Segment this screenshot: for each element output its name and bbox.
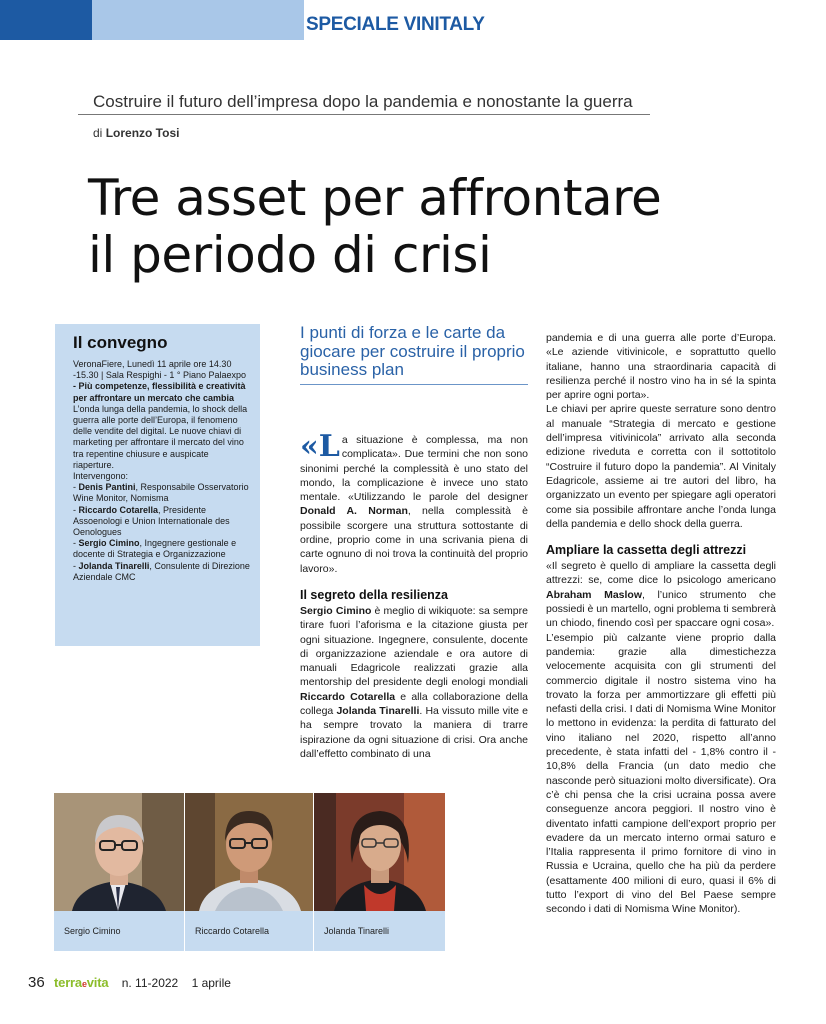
person-name: Abraham Maslow bbox=[546, 588, 642, 601]
sidebar-speaker: - Riccardo Cotarella, Presidente Assoenologi e Union Internationale des Oenologues bbox=[73, 504, 230, 538]
paragraph bbox=[300, 604, 528, 761]
paragraph: Le chiavi per aprire queste serrature sono dentro al manuale “Strategia di mercato e gestione dell’impresa vitivinicola” arrivato alla seconda edizione riveduta e corretta con il sottotitolo “Costruire il futuro dopo la pandemia”. Al Vinitaly Edagricole, assieme ai tre autori del libro, ha organizzato un evento per spiegare agli operatori come sia possibile affrontare anche l’onda lunga della pandemia e dello shock della guerra. bbox=[546, 403, 776, 530]
person-name: Jolanda Tinarelli bbox=[336, 705, 420, 718]
speaker-role: , Responsabile Osservatorio Wine Monitor, Nomisma bbox=[73, 482, 249, 504]
byline-prefix: di bbox=[93, 126, 103, 140]
speaker-name: Denis Pantini bbox=[78, 482, 136, 493]
page-number: 36 bbox=[28, 974, 45, 991]
event-sidebar bbox=[55, 324, 260, 646]
sidebar-speaker: - Denis Pantini, Responsabile Osservatorio Wine Monitor, Nomisma bbox=[73, 482, 249, 504]
person-name: Riccardo Cotarella bbox=[300, 690, 396, 703]
byline bbox=[93, 126, 179, 140]
paragraph: pandemia e di una guerra alle porte d’Europa. «Le aziende vitivinicole, e soprattutto quello italiane, hanno una straordinaria capacità di resilienza perché il nostro vino ha in sé la spinta per aprire ogni porta». bbox=[546, 332, 776, 402]
subtitle-rule bbox=[300, 384, 528, 385]
text: «Il segreto è quello di ampliare la cassetta degli attrezzi: se, come dice lo psicologo americano bbox=[546, 560, 776, 587]
section-heading: Il segreto della resilienza bbox=[300, 587, 448, 602]
portrait-sergio-cimino bbox=[54, 793, 184, 911]
text: . Ha vissuto mille vite e ha sempre trovato la maniera di trarre ispirazione da ogni situazione di crisi. Ora anche dall’effetto combinato di una bbox=[300, 705, 528, 760]
speaker-role: , Presidente Assoenologi e Union Internationale des Oenologues bbox=[73, 504, 230, 538]
logo-part: vita bbox=[86, 975, 109, 990]
speaker-role: , Consulente di Direzione Aziendale CMC bbox=[73, 560, 250, 582]
byline-author: Lorenzo Tosi bbox=[105, 126, 180, 140]
sidebar-speakers-label: Intervengono: bbox=[73, 471, 129, 482]
sidebar-body bbox=[73, 359, 252, 583]
subtitle: I punti di forza e le carte da giocare per costruire il proprio business plan bbox=[300, 323, 525, 379]
logo-part: terra bbox=[54, 975, 82, 990]
speaker-name: Riccardo Cotarella bbox=[78, 504, 159, 515]
kicker: Costruire il futuro dell’impresa dopo la pandemia e nonostante la guerra bbox=[93, 92, 633, 111]
photo-caption: Riccardo Cotarella bbox=[185, 911, 313, 951]
portrait-illustration bbox=[54, 793, 184, 911]
portrait-illustration bbox=[314, 793, 445, 911]
logo-part: e bbox=[81, 979, 87, 989]
speaker-name: Jolanda Tinarelli bbox=[78, 560, 150, 571]
magazine-logo bbox=[54, 975, 108, 990]
drop-cap: «L bbox=[300, 429, 340, 464]
paragraph bbox=[300, 429, 528, 576]
portrait-illustration bbox=[185, 793, 313, 911]
paragraph: L’esempio più calzante viene proprio dalla pandemia: grazie alla dimestichezza velocemente acquisita con gli strumenti del commercio digitale il nostro sistema vino ha trovato la forza per ammortizzare gli effetti più nefasti della crisi. I dati di Nomisma Wine Monitor lo mettono in evidenza: la perdita di fatturato del vino italiano nel 2020, rispetto all’anno precedente, è stata infatti del - 1,8% contro il - 10,8% della Francia (un dato medio che nasconde però situazioni molto diversificate). Ora c’è chi pensa che la crisi ucraina possa avere conseguenze ancora peggiori. Il nostro vino è diventato infatti campione dell’export proprio per evadere da un mercato interno ormai saturo e l’Italia rappresenta il primo fornitore di vino in Russia e Ucraina, quello che ha più da perdere (esattamente 400 milioni di euro, quasi il 6% di tutto l’export di vino del Bel Paese sempre secondo i dati di Nomisma Wine Monitor). bbox=[546, 631, 776, 916]
section-label: SPECIALE VINITALY bbox=[306, 14, 485, 35]
article-column-2 bbox=[546, 331, 776, 917]
issue-number: n. 11-2022 bbox=[121, 976, 179, 990]
text: è meglio di wikiquote: sa sempre tirare fuori l’aforisma e la citazione giusta per ogni situazione. Ingegnere, consulente, docente di organizzazione aziendale e ora autore di manuali Edagricole realizzati grazie alla mentorship del presidente degli enologi mondiali bbox=[300, 604, 528, 689]
person-name: Donald A. Norman bbox=[300, 505, 408, 518]
headline-line-2: il periodo di crisi bbox=[88, 226, 492, 284]
portrait-jolanda-tinarelli bbox=[314, 793, 445, 911]
speaker-role: , Ingegnere gestionale e docente di Strategia e Organizzazione bbox=[73, 538, 237, 560]
issue-date: 1 aprile bbox=[191, 976, 231, 990]
photo-caption: Sergio Cimino bbox=[54, 911, 184, 951]
text: , nella complessità è possibile scorgere una struttura sottostante di ordine, proprio come in una scrivania piena di carte ognuno di noi trova la continuità del proprio lavoro». bbox=[300, 505, 528, 575]
text: , l’unico strumento che possiedi è un martello, ogni problema ti sembrerà un chiodo, finendo così per spaccare ogni cosa». bbox=[546, 588, 776, 630]
portrait-riccardo-cotarella bbox=[185, 793, 313, 911]
article-column-1 bbox=[300, 429, 528, 761]
headline bbox=[88, 170, 778, 284]
kicker-rule bbox=[78, 114, 650, 115]
person-name: Sergio Cimino bbox=[300, 604, 372, 617]
sidebar-topic bbox=[73, 381, 252, 403]
sidebar-speaker: - Sergio Cimino, Ingegnere gestionale e docente di Strategia e Organizzazione bbox=[73, 538, 237, 560]
sidebar-title: Il convegno bbox=[73, 333, 168, 352]
text: a situazione è complessa, ma non complicata». Due termini che non sono sinonimi perché la complessità è uno stato del mondo, la complicazione è invece uno stato mentale. «Utilizzando le parole del designer bbox=[300, 434, 528, 504]
header-band-light bbox=[92, 0, 304, 40]
photo-caption: Jolanda Tinarelli bbox=[314, 911, 445, 951]
speaker-name: Sergio Cimino bbox=[78, 538, 140, 549]
header-band-dark bbox=[0, 0, 92, 40]
headline-line-1: Tre asset per affrontare bbox=[88, 169, 662, 227]
sidebar-speaker: - Jolanda Tinarelli, Consulente di Direzione Aziendale CMC bbox=[73, 560, 250, 582]
text: e alla collaborazione della collega bbox=[300, 690, 528, 718]
section-heading: Ampliare la cassetta degli attrezzi bbox=[546, 543, 747, 558]
paragraph bbox=[546, 559, 776, 630]
page-footer bbox=[28, 974, 231, 991]
sidebar-topic-text: - Più competenze, flessibilità e creatività per affrontare un mercato che cambia bbox=[73, 381, 246, 403]
sidebar-description: L’onda lunga della pandemia, lo shock della guerra alle porte dell’Europa, il fenomeno delle vendite del digital. Le nuove chiavi di marketing per affrontare il mercato del vino tra repentine chiusure e auspicate riaperture. bbox=[73, 403, 248, 470]
sidebar-event: VeronaFiere, Lunedì 11 aprile ore 14.30 -15.30 | Sala Respighi - 1 ° Piano Palaexpo bbox=[73, 359, 247, 381]
